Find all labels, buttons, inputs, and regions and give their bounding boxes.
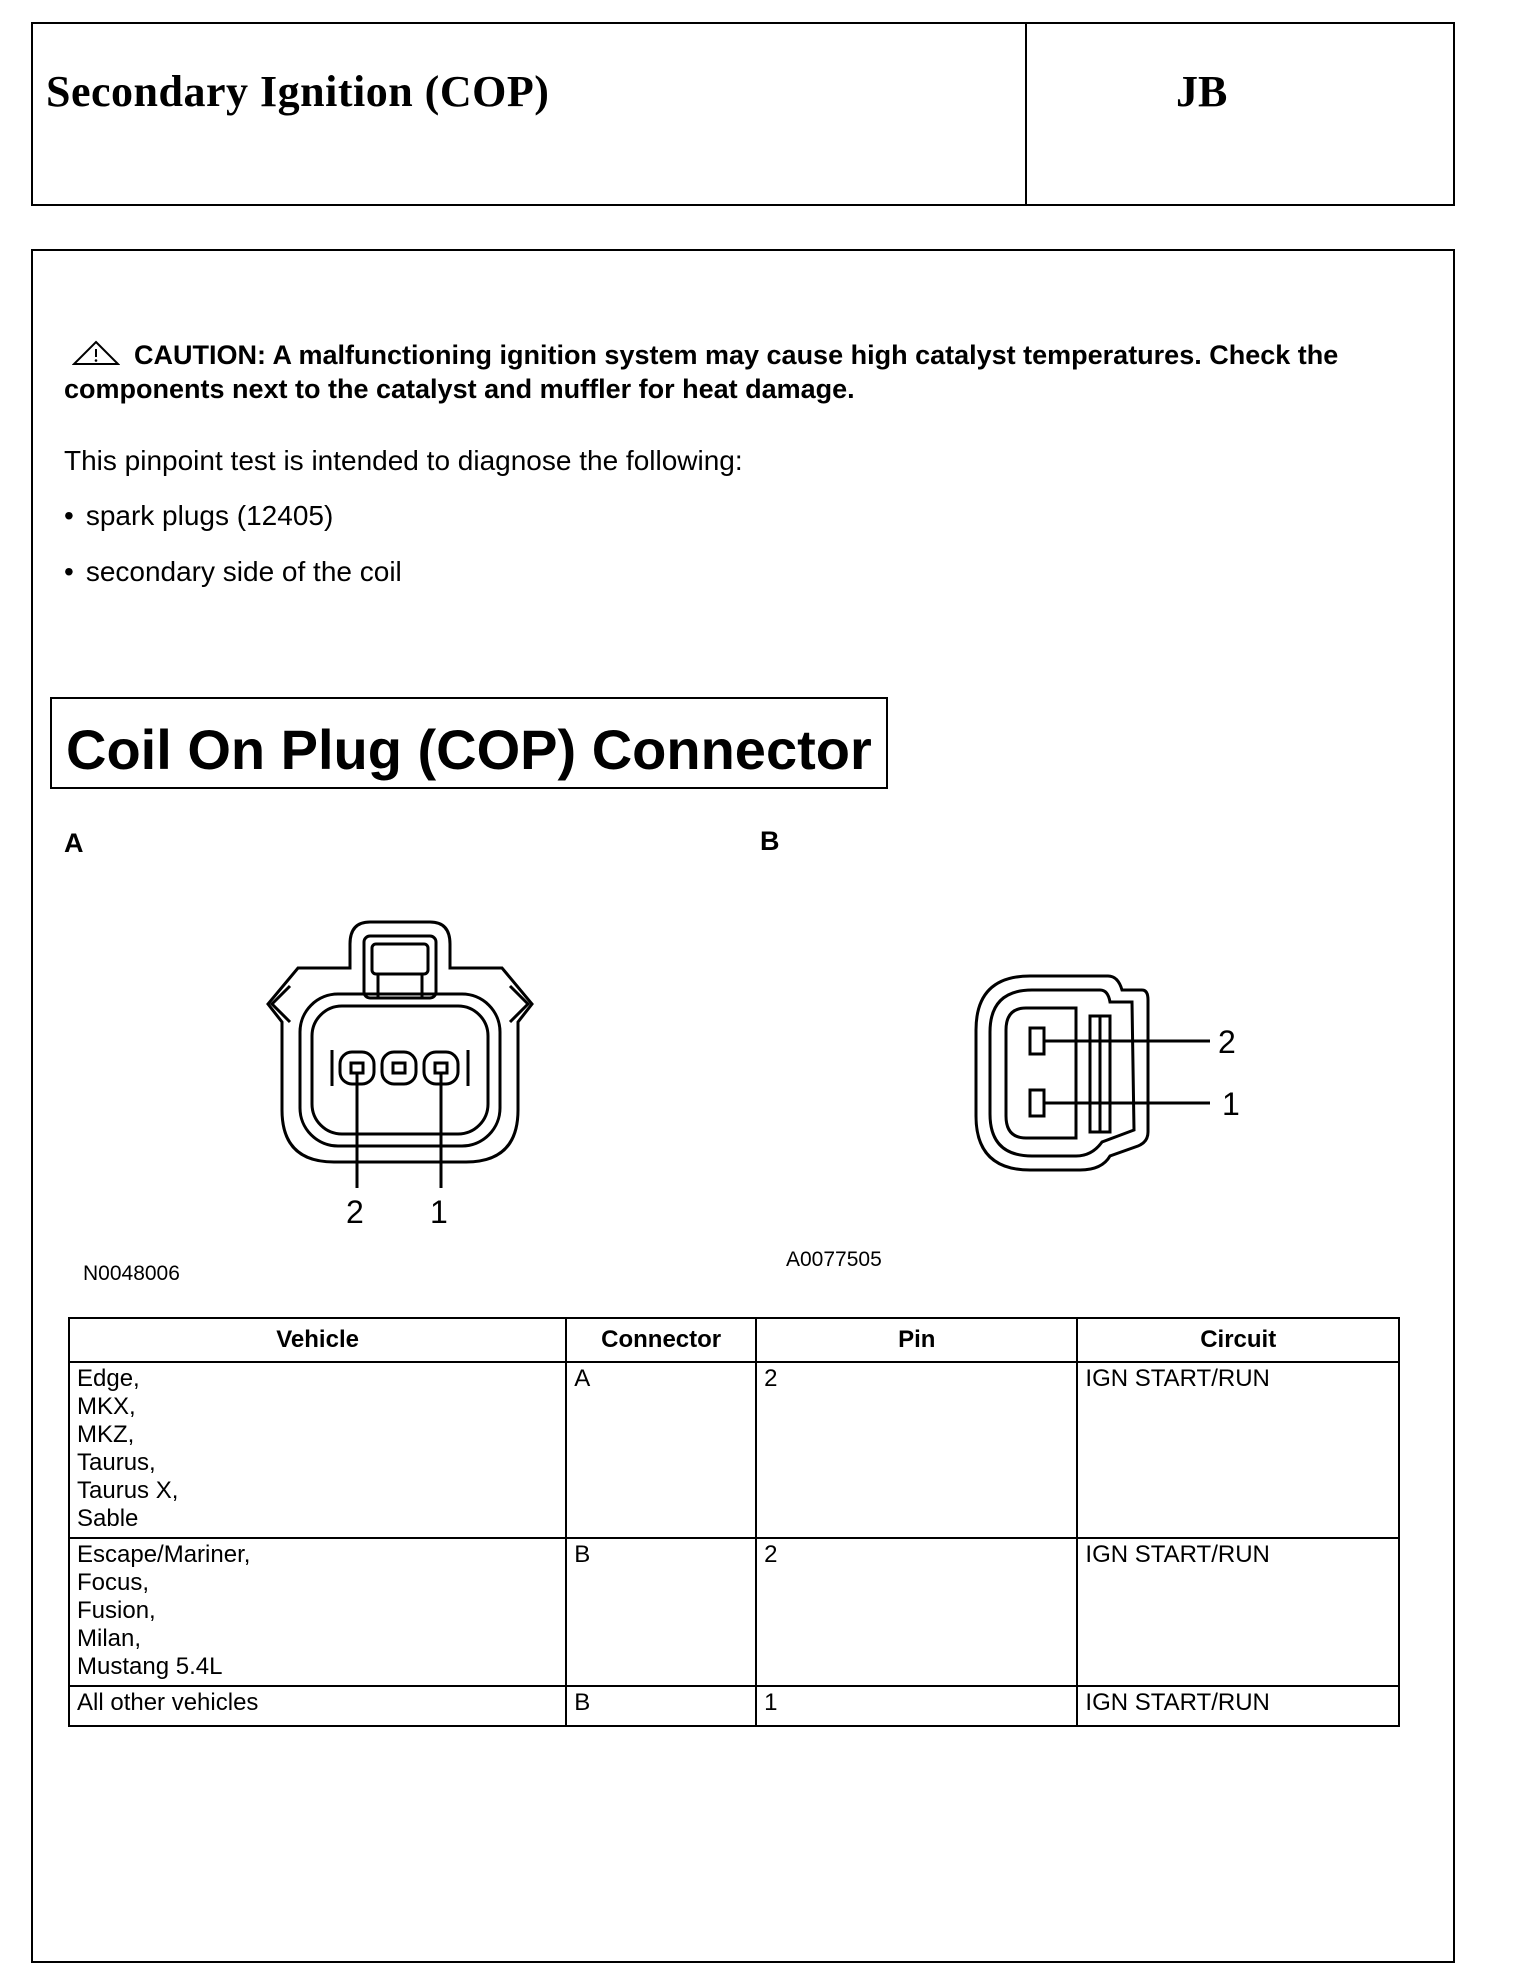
pin-label-2: 2 xyxy=(1218,1024,1236,1060)
intro-text: This pinpoint test is intended to diagnose the following: xyxy=(64,445,743,476)
page-title: Secondary Ignition (COP) xyxy=(46,67,550,116)
vehicle-name: Fusion, xyxy=(77,1597,156,1624)
column-header: Circuit xyxy=(1077,1318,1399,1362)
vehicle-cell xyxy=(69,1362,566,1538)
pin-cell: 2 xyxy=(756,1538,1077,1686)
list-item-text: spark plugs (12405) xyxy=(85,500,334,531)
header-divider xyxy=(1025,24,1027,204)
column-header: Pin xyxy=(756,1318,1077,1362)
pin-cell: 2 xyxy=(756,1362,1077,1538)
list-item: • spark plugs (12405) xyxy=(64,500,334,531)
section-title: Coil On Plug (COP) Connector xyxy=(66,718,872,781)
column-header: Vehicle xyxy=(69,1318,566,1362)
vehicle-name: All other vehicles xyxy=(77,1689,259,1716)
vehicle-name: Escape/Mariner, xyxy=(77,1541,251,1568)
vehicle-name: Taurus X, xyxy=(77,1477,179,1504)
vehicle-name: Focus, xyxy=(77,1569,150,1596)
caution-text: CAUTION: A malfunctioning ignition system may cause high catalyst temperatures. Check the components next to the catalyst and muffler for heat damage. xyxy=(64,340,1339,404)
vehicle-cell xyxy=(69,1686,566,1726)
caution-note xyxy=(64,338,1404,406)
pin-label-1: 1 xyxy=(430,1194,448,1230)
figure-a-label: A xyxy=(64,828,84,858)
vehicle-name: MKX, xyxy=(77,1393,136,1420)
connector-a-diagram xyxy=(230,900,570,1240)
pin-label-1: 1 xyxy=(1222,1086,1240,1122)
pin-cell: 1 xyxy=(756,1686,1077,1726)
figure-b-code: A0077505 xyxy=(786,1248,882,1271)
figure-b-label: B xyxy=(760,826,780,856)
section-title-box xyxy=(50,697,888,789)
vehicle-name: Sable xyxy=(77,1505,139,1532)
connector-b-diagram xyxy=(960,960,1290,1190)
vehicle-name: Taurus, xyxy=(77,1449,156,1476)
circuit-cell: IGN START/RUN xyxy=(1077,1686,1399,1726)
warning-triangle-icon xyxy=(72,340,120,366)
page-code: JB xyxy=(1176,67,1228,116)
pin-table xyxy=(68,1317,1400,1727)
connector-cell: A xyxy=(566,1362,756,1538)
pin-label-2: 2 xyxy=(346,1194,364,1230)
table-row xyxy=(69,1686,1399,1726)
figure-a-code: N0048006 xyxy=(83,1262,180,1285)
connector-cell: B xyxy=(566,1686,756,1726)
list-item-text: secondary side of the coil xyxy=(85,556,402,587)
table-row xyxy=(69,1362,1399,1538)
vehicle-name: MKZ, xyxy=(77,1421,135,1448)
circuit-cell: IGN START/RUN xyxy=(1077,1538,1399,1686)
circuit-cell: IGN START/RUN xyxy=(1077,1362,1399,1538)
table-header-row xyxy=(69,1318,1399,1362)
table-row xyxy=(69,1538,1399,1686)
vehicle-cell xyxy=(69,1538,566,1686)
vehicle-name: Milan, xyxy=(77,1625,142,1652)
list-item: • secondary side of the coil xyxy=(64,556,402,587)
column-header: Connector xyxy=(566,1318,756,1362)
connector-cell: B xyxy=(566,1538,756,1686)
vehicle-name: Mustang 5.4L xyxy=(77,1653,223,1680)
vehicle-name: Edge, xyxy=(77,1365,140,1392)
